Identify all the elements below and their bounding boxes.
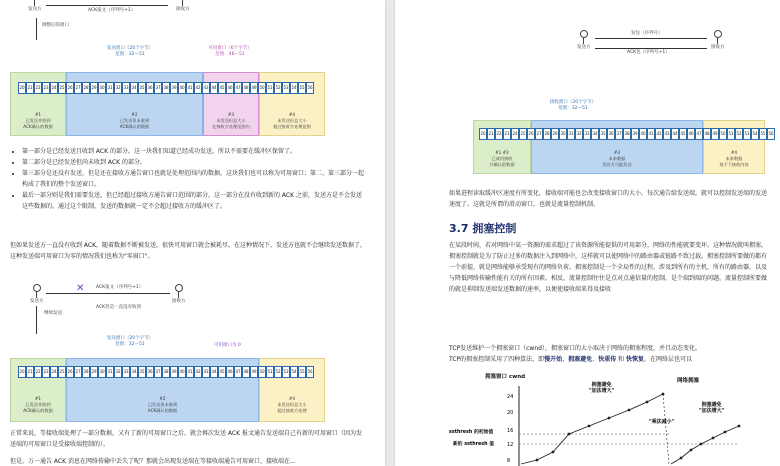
byte-cell: 49: [250, 366, 258, 378]
usable-window-label: 可用窗口（6个字节） 范围：46—51: [208, 46, 252, 57]
byte-cell: 36: [607, 128, 615, 140]
byte-cell: 46: [687, 128, 695, 140]
byte-sequence-row: [18, 82, 314, 94]
byte-cell: 20: [18, 366, 26, 378]
byte-cell: 26: [527, 128, 535, 140]
avoid-label-2: 拥塞避免 "加法增大": [699, 402, 725, 414]
paragraph-congestion: 在某段时间，若对网络中某一资源的需求超过了该资源所能提供的可用部分，网络的性能就要变坏。这种情况就叫拥塞。拥塞控制就是为了防止过多的数据注入到网络中，这样就可以使网络中的路由器或链路不致过载。拥塞控制所要做的都有一个前提，就是网络能够承受现有的网络负荷。拥塞控制是一个全局性的过程，涉及到所有的主机，所有的路由器，以及与降低网络传输性能有关的所有因素。相反，流量控制往往是点对点通信量的控制，是个端到端的问题。流量控制所要做的就是抑制发送端发送数据的速率，以便使接收端来得及接收: [449, 242, 768, 293]
band2-label: #2 已发送但未收到 ACK确认的数据: [147, 396, 178, 413]
avoid-label: 拥塞避免 "加法增大": [589, 382, 615, 394]
byte-cell: 47: [695, 128, 703, 140]
ack-arrow: [46, 5, 168, 6]
byte-cell: 22: [34, 82, 42, 94]
lost-x-icon: ✕: [76, 283, 85, 294]
adjust-label: 调整后的窗口: [42, 23, 69, 28]
byte-cell: 49: [711, 128, 719, 140]
byte-cell: 42: [194, 82, 202, 94]
byte-cell: 45: [218, 82, 226, 94]
byte-cell: 47: [234, 82, 242, 94]
ack-arrow: [46, 293, 170, 294]
ack-label: ACK包（序列号+1）: [627, 50, 670, 55]
paragraph-cwnd: TCP发送维护一个拥塞窗口（cwnd），拥塞窗口的大小取决于网络的拥塞程度，并且动态变化。 TCP的拥塞控制采用了四种算法，即慢开始、拥塞避免、快重传 和 快恢复。在网络层也可以: [449, 345, 701, 363]
tick-label: 24: [507, 394, 514, 400]
byte-cell: 51: [266, 82, 274, 94]
multiplicative-decrease-label: "乘法减小": [649, 419, 675, 425]
byte-cell: 21: [26, 82, 34, 94]
byte-cell: 23: [42, 366, 50, 378]
cwnd-chart: [449, 372, 749, 466]
byte-cell: 37: [154, 82, 162, 94]
recv-window-label: 接收窗口（20个字节） 范围：32—51: [549, 100, 597, 111]
cwnd-series-1: [521, 394, 663, 464]
byte-cell: 47: [234, 366, 242, 378]
list-item: • 第三部分是还没有发送，但是还在接收方通告窗口也就是处理范围内的数据，这块我们也可以称为可用窗口；第二、第三部分一起构成了我们的整个发送窗口。: [22, 168, 367, 190]
left-document-page: [0, 0, 385, 466]
byte-cell: 27: [74, 366, 82, 378]
byte-cell: 43: [663, 128, 671, 140]
window-parts-list: [10, 146, 367, 212]
byte-cell: 27: [74, 82, 82, 94]
byte-cell: 32: [114, 82, 122, 94]
byte-cell: 28: [543, 128, 551, 140]
right-document-page: [395, 0, 780, 466]
byte-cell: 21: [26, 366, 34, 378]
down-arrow: [36, 306, 37, 334]
byte-cell: 34: [130, 366, 138, 378]
byte-cell: 40: [178, 366, 186, 378]
byte-cell: 45: [679, 128, 687, 140]
send-arrow: [595, 38, 707, 39]
byte-cell: 39: [170, 82, 178, 94]
byte-cell: 29: [551, 128, 559, 140]
byte-cell: 46: [226, 82, 234, 94]
byte-cell: 24: [50, 82, 58, 94]
byte-cell: 34: [130, 82, 138, 94]
byte-cell: 30: [98, 366, 106, 378]
band4-label: #4 未发送但总大小 超过接收方处理范围: [273, 112, 311, 129]
paragraph-sliding-window: 如果进程读取缓冲区速度有所变化，接收端可能也会改变接收窗口的大小，每次通告给发送端，就可以控制发送端的发送速度了。这就是所谓的滑动窗口，也就是流量控制机制。: [449, 190, 768, 208]
byte-cell: 54: [290, 366, 298, 378]
byte-cell: 44: [210, 82, 218, 94]
receiver-node: 接收方: [711, 30, 725, 50]
byte-cell: 40: [639, 128, 647, 140]
band1-label: #1 已发送并收到 ACK确认的数据: [23, 112, 53, 129]
byte-cell: 55: [298, 366, 306, 378]
send-window-label: 发送窗口（20个字节） 范围：32—51: [106, 46, 154, 57]
ack-label: ACK报文（序列号+1）: [88, 8, 136, 13]
byte-cell: 54: [290, 82, 298, 94]
byte-cell: 36: [146, 366, 154, 378]
byte-cell: 24: [511, 128, 519, 140]
byte-cell: 48: [242, 82, 250, 94]
byte-cell: 44: [210, 366, 218, 378]
list-item: • 第一部分是已经发送且收到 ACK 的部分。这一块我们知道已经成功发送，所以不需要在缓冲区保留了。: [22, 146, 367, 157]
byte-cell: 52: [274, 82, 282, 94]
byte-cell: 33: [122, 366, 130, 378]
byte-cell: 40: [178, 82, 186, 94]
byte-cell: 20: [18, 82, 26, 94]
paragraph-ack-notify: 正常来说，等接收端处理了一部分数据，又有了新的可用窗口之后，就会再次发送 ACK 报文通告发送端自己有新的可用窗口（因为发送端的可用窗口是受接收端控制的）。: [10, 430, 362, 448]
sender-node: 发送方: [577, 30, 591, 50]
byte-cell: 23: [42, 82, 50, 94]
byte-cell: 56: [306, 366, 314, 378]
ssthresh-init-label: ssthresh 的初始值: [449, 430, 494, 435]
byte-cell: 35: [138, 366, 146, 378]
byte-sequence-row: [18, 366, 314, 378]
byte-cell: 30: [559, 128, 567, 140]
byte-cell: 51: [266, 366, 274, 378]
receiver-node: 接收方: [172, 284, 186, 304]
sender-node: 发送方: [30, 284, 44, 304]
byte-cell: 50: [258, 82, 266, 94]
byte-cell: 28: [82, 366, 90, 378]
byte-cell: 32: [114, 366, 122, 378]
byte-cell: 33: [583, 128, 591, 140]
list-item: • 第二部分是已经发送但尚未收到 ACK 的部分。: [22, 157, 367, 168]
byte-cell: 49: [250, 82, 258, 94]
byte-cell: 34: [591, 128, 599, 140]
paragraph-ack-lost: 但是，万一通告 ACK 消息在网络传输中丢失了呢？那就会出现发送端在等接收端通告可用窗口，接收端在...: [10, 458, 296, 465]
byte-cell: 55: [298, 82, 306, 94]
byte-cell: 54: [751, 128, 759, 140]
byte-cell: 48: [703, 128, 711, 140]
tick-label: 20: [507, 410, 514, 416]
usable-zero-label: 可用窗口为 0: [214, 343, 241, 348]
byte-cell: 52: [274, 366, 282, 378]
band2-label: #3 未来数据 发送方可能发送: [602, 150, 632, 167]
byte-cell: 26: [66, 366, 74, 378]
byte-cell: 24: [50, 366, 58, 378]
byte-cell: 39: [170, 366, 178, 378]
band4-label: #4 未发送但总大小 超过接收方处理: [277, 396, 307, 413]
byte-cell: 53: [282, 82, 290, 94]
send-window-label: 发送窗口（20个字节） 范围：32—51: [106, 336, 154, 347]
byte-cell: 46: [226, 366, 234, 378]
tick-label: 8: [507, 458, 511, 464]
byte-cell: 22: [495, 128, 503, 140]
byte-sequence-row: [479, 128, 775, 140]
byte-cell: 50: [719, 128, 727, 140]
byte-cell: 43: [202, 366, 210, 378]
byte-cell: 26: [66, 82, 74, 94]
byte-cell: 35: [138, 82, 146, 94]
byte-cell: 41: [186, 366, 194, 378]
byte-cell: 45: [218, 366, 226, 378]
byte-cell: 28: [82, 82, 90, 94]
byte-cell: 31: [567, 128, 575, 140]
paragraph-zero-window: 但如果发送方一直没有收到 ACK，随着数据不断被发送，很快可用窗口就会被耗尽。在这种情况下，发送方也就不会继续发送数据了，这种发送端可用窗口为零的情况我们也称为"零窗口"。: [10, 242, 367, 260]
byte-cell: 37: [154, 366, 162, 378]
byte-cell: 25: [58, 366, 66, 378]
byte-cell: 29: [90, 82, 98, 94]
byte-cell: 20: [479, 128, 487, 140]
byte-cell: 53: [282, 366, 290, 378]
byte-cell: 35: [599, 128, 607, 140]
byte-cell: 56: [767, 128, 775, 140]
byte-cell: 51: [727, 128, 735, 140]
byte-cell: 53: [743, 128, 751, 140]
byte-cell: 50: [258, 366, 266, 378]
byte-cell: 56: [306, 82, 314, 94]
band1-label: #1 #2 已成功接收 并确认的数据: [489, 150, 515, 167]
section-title: 3.7 拥塞控制: [449, 222, 517, 235]
byte-cell: 32: [575, 128, 583, 140]
send-label: 发包（序列号）: [631, 31, 663, 36]
receiver-node: 接收方: [176, 0, 190, 12]
tick-label: 12: [507, 442, 514, 448]
byte-cell: 44: [671, 128, 679, 140]
tick-label: 16: [507, 428, 514, 434]
byte-cell: 48: [242, 366, 250, 378]
byte-cell: 29: [90, 366, 98, 378]
network-congestion-label: 网络拥塞: [677, 378, 700, 384]
band2-label: #2 已发送但未收到 ACK确认的数据: [119, 112, 150, 129]
y-axis-label: 拥塞窗口 cwnd: [485, 374, 526, 380]
multiplicative-decrease: [663, 394, 669, 464]
byte-cell: 30: [98, 82, 106, 94]
continue-send-label: 继续发送: [44, 311, 62, 316]
byte-cell: 31: [106, 366, 114, 378]
byte-cell: 38: [162, 82, 170, 94]
byte-cell: 31: [106, 82, 114, 94]
ack-label: ACK报文（序列号+1）: [96, 285, 144, 290]
byte-cell: 41: [186, 82, 194, 94]
byte-cell: 55: [759, 128, 767, 140]
byte-cell: 42: [194, 366, 202, 378]
list-item: • 最后一部分则是我们需要发送，但已经超过接收方通告窗口范围的部分，这一部分在没有收到新的 ACK 之前，发送方是不会发送这些数据的。通过这个限制，发送的数据就一定不会超过接收方的缓冲区了。: [22, 190, 367, 212]
band1-label: #1 已发送并收到 ACK确认的数据: [23, 396, 53, 413]
byte-cell: 38: [623, 128, 631, 140]
band4-label: #4 未来数据 放不下接收内容: [719, 150, 749, 167]
byte-cell: 36: [146, 82, 154, 94]
byte-cell: 52: [735, 128, 743, 140]
byte-cell: 37: [615, 128, 623, 140]
down-arrow: [36, 18, 37, 40]
byte-cell: 22: [34, 366, 42, 378]
byte-cell: 21: [487, 128, 495, 140]
byte-cell: 25: [519, 128, 527, 140]
byte-cell: 41: [647, 128, 655, 140]
byte-cell: 42: [655, 128, 663, 140]
byte-cell: 38: [162, 366, 170, 378]
band3-label: #3 未发送但总大小 在接收方处理范围内: [212, 112, 250, 129]
byte-cell: 25: [58, 82, 66, 94]
byte-cell: 23: [503, 128, 511, 140]
byte-cell: 33: [122, 82, 130, 94]
sender-node: 发送方: [28, 0, 42, 12]
byte-cell: 27: [535, 128, 543, 140]
ack-lost-label: ACK但是一直没有收到: [96, 305, 142, 310]
byte-cell: 39: [631, 128, 639, 140]
ssthresh-new-label: 新的 ssthresh 值: [453, 442, 495, 447]
byte-cell: 43: [202, 82, 210, 94]
